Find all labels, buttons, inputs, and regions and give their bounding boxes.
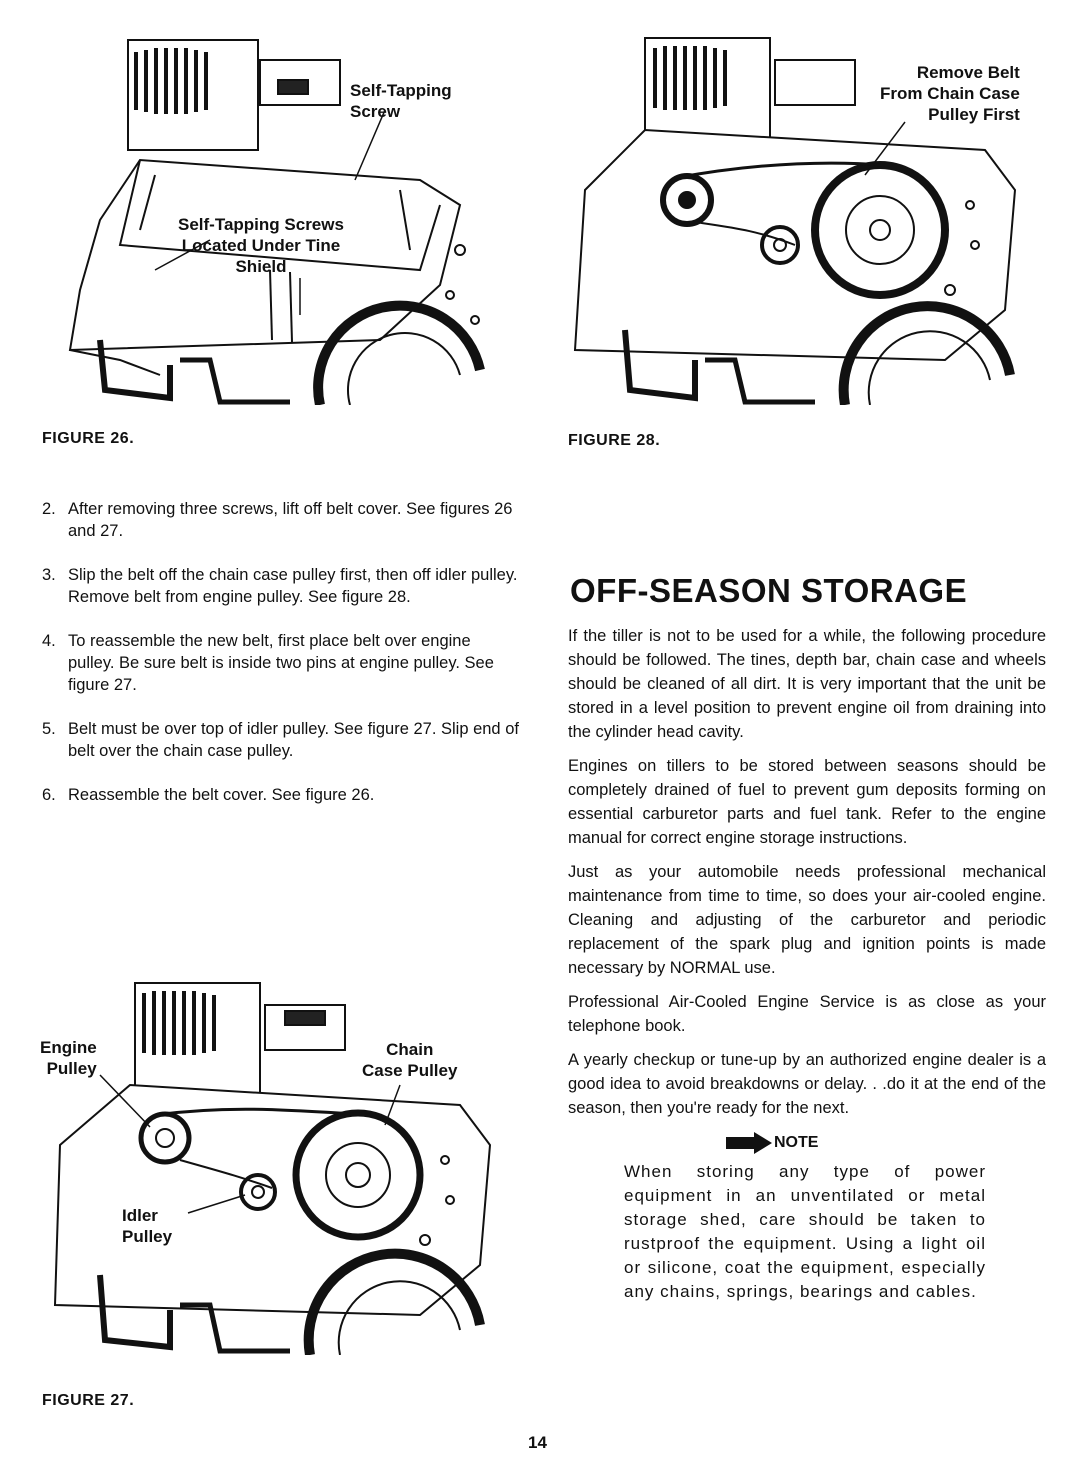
step-text: Reassemble the belt cover. See figure 26. (68, 786, 375, 804)
step-item (42, 784, 520, 806)
callout-idler-pulley: Idler Pulley (122, 1206, 173, 1246)
step-item (42, 630, 520, 696)
step-text: After removing three screws, lift off belt cover. See figures 26 and 27. (68, 500, 513, 540)
note-header (726, 1132, 1046, 1154)
callout-remove-belt: Remove Belt From Chain Case Pulley First (880, 63, 1020, 124)
storage-paragraph: If the tiller is not to be used for a while, the following procedure should be followed. The tines, depth bar, chain case and wheels should be cleaned of all dirt. It is very important that the unit be stored in a level position to prevent engine oil from draining into the cylinder head cavity. (568, 627, 1046, 741)
step-number: 3. (42, 566, 56, 584)
callout-screws-under-shield: Self-Tapping Screws Located Under Tine Shield (178, 215, 344, 276)
figure-26-caption: FIGURE 26. (42, 430, 135, 447)
storage-paragraph: A yearly checkup or tune-up by an authorized engine dealer is a good idea to avoid breakdowns or delay. . .do it at the end of the season, then you're ready for the next. (568, 1051, 1046, 1117)
step-item (42, 498, 520, 542)
off-season-storage-section (568, 572, 1046, 1304)
storage-paragraph: Professional Air-Cooled Engine Service is as close as your telephone book. (568, 993, 1046, 1035)
figure-27-caption: FIGURE 27. (42, 1392, 135, 1409)
storage-paragraph: Engines on tillers to be stored between seasons should be completely drained of fuel to prevent gum deposits forming on essential carburetor parts and fuel tank. Refer to the engine manual for correct engine storage instructions. (568, 757, 1046, 847)
step-text: To reassemble the new belt, first place belt over engine pulley. Be sure belt is inside two pins at engine pulley. See figure 27. (68, 632, 494, 694)
note-label: NOTE (774, 1134, 819, 1151)
step-item (42, 564, 520, 608)
belt-replacement-steps (42, 498, 520, 828)
step-number: 2. (42, 500, 56, 518)
step-number: 6. (42, 786, 56, 804)
arrow-right-icon (726, 1132, 774, 1154)
figure-27-illustration (40, 975, 500, 1355)
figure-28-caption: FIGURE 28. (568, 432, 661, 449)
note-text: When storing any type of power equipment in an unventilated or metal storage shed, care should be taken to rustproof the equipment. Using a light oil or silicone, coat the equipment, especially any chains, springs, bearings and cables. (624, 1162, 986, 1301)
step-number: 5. (42, 720, 56, 738)
step-item (42, 718, 520, 762)
note-block (624, 1132, 1046, 1304)
step-text: Slip the belt off the chain case pulley first, then off idler pulley. Remove belt from engine pulley. See figure 28. (68, 566, 518, 606)
callout-engine-pulley: Engine Pulley (40, 1038, 97, 1078)
callout-self-tapping-screw: Self-Tapping Screw (350, 81, 452, 121)
step-number: 4. (42, 632, 56, 650)
callout-chain-case-pulley: Chain Case Pulley (362, 1040, 458, 1080)
page-number: 14 (528, 1433, 547, 1452)
section-heading: OFF-SEASON STORAGE (570, 572, 968, 609)
step-text: Belt must be over top of idler pulley. See figure 27. Slip end of belt over the chain case pulley. (68, 720, 519, 760)
storage-paragraph: Just as your automobile needs professional mechanical maintenance from time to time, so does your air-cooled engine. Cleaning and adjusting of the carburetor and periodic replacement of the spark plug and ignition points is made necessary by NORMAL use. (568, 863, 1046, 977)
